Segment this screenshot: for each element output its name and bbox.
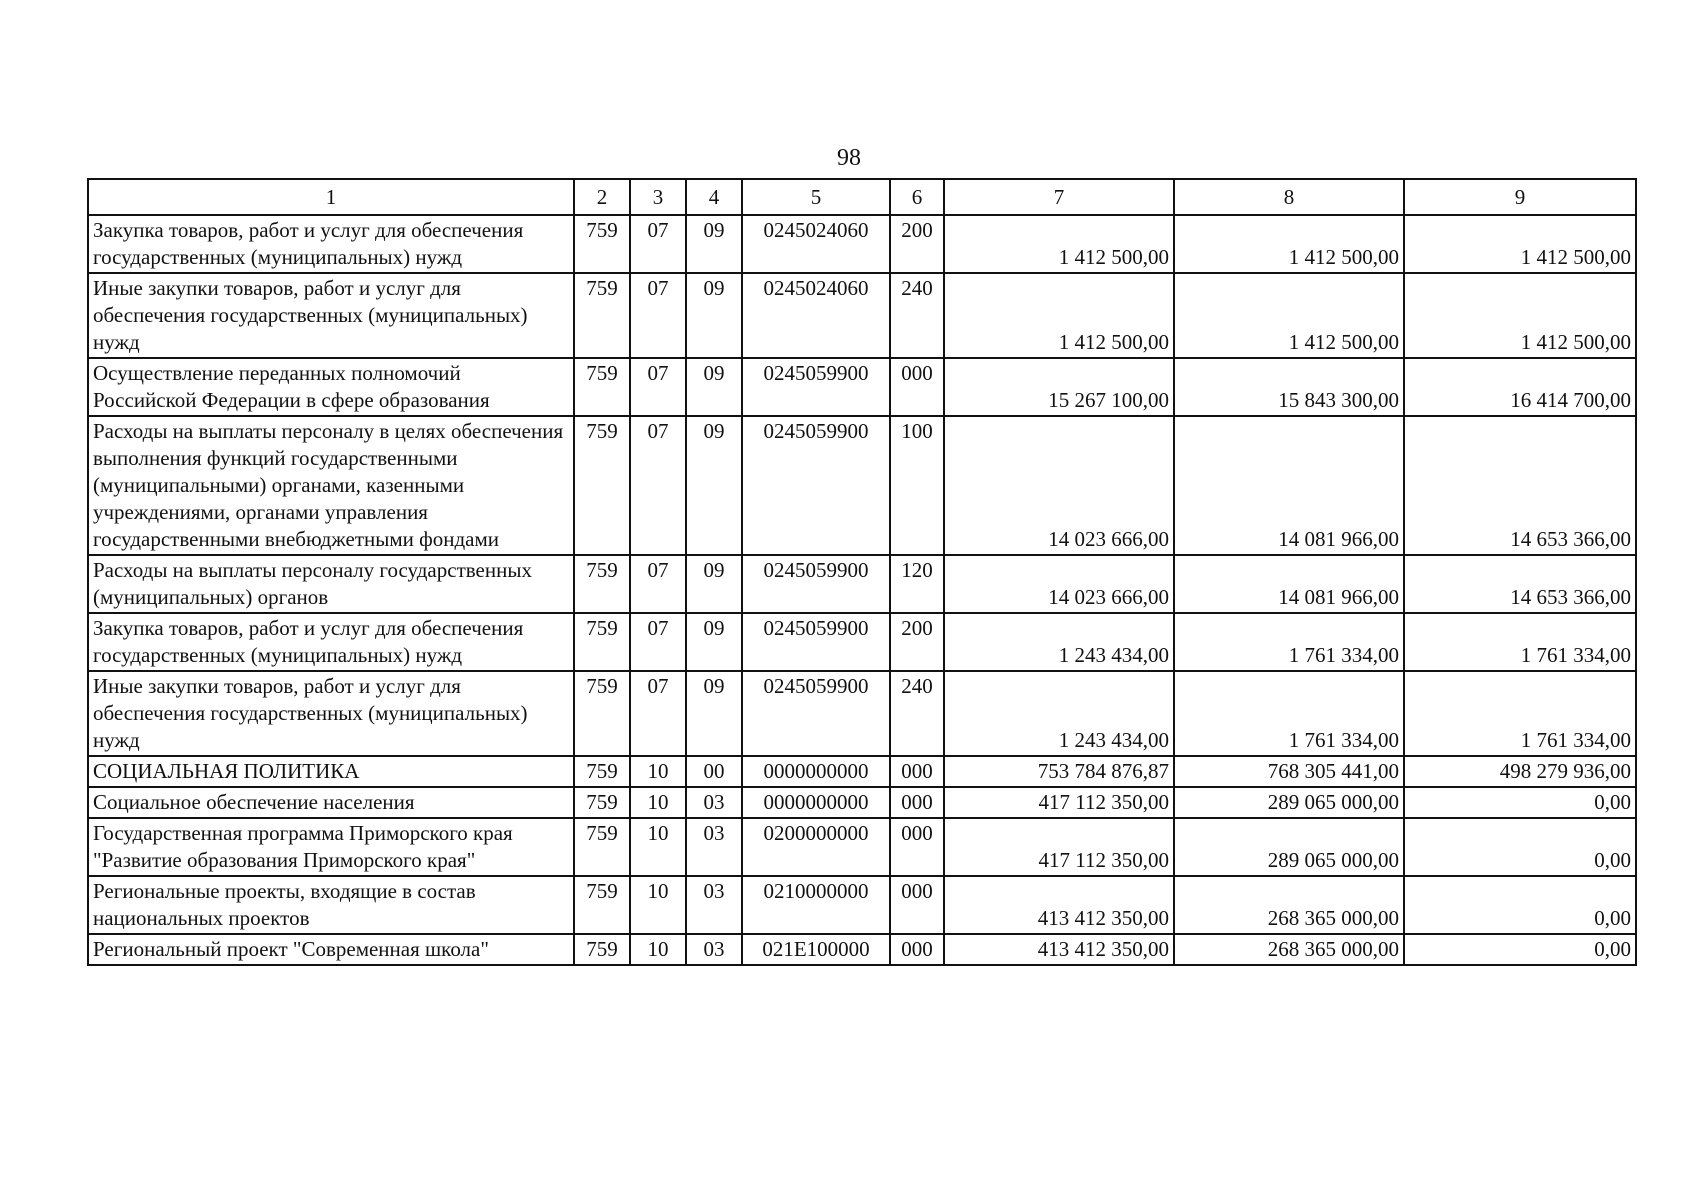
- amount-year-3-cell: 1 761 334,00: [1404, 671, 1636, 756]
- expense-type-cell: 000: [890, 876, 944, 934]
- expense-name-cell: Закупка товаров, работ и услуг для обеспечения государственных (муниципальных) нужд: [88, 613, 574, 671]
- expense-type-cell: 100: [890, 416, 944, 555]
- ministry-code-cell: 759: [574, 818, 630, 876]
- amount-year-2-cell: 14 081 966,00: [1174, 416, 1404, 555]
- table-row: [88, 215, 1636, 273]
- expense-name-cell: Расходы на выплаты персоналу в целях обеспечения выполнения функций государственными (муниципальными) органами, казенными учреждениями, органами управления государственными внебюджетными фондами: [88, 416, 574, 555]
- section-code-cell: 10: [630, 876, 686, 934]
- amount-year-2-cell: 768 305 441,00: [1174, 756, 1404, 787]
- table-row: [88, 273, 1636, 358]
- section-code-cell: 07: [630, 215, 686, 273]
- amount-year-2-cell: 1 761 334,00: [1174, 613, 1404, 671]
- subsection-code-cell: 03: [686, 934, 742, 965]
- target-article-cell: 0245059900: [742, 555, 890, 613]
- subsection-code-cell: 03: [686, 818, 742, 876]
- expense-type-cell: 000: [890, 934, 944, 965]
- expense-type-cell: 240: [890, 273, 944, 358]
- amount-year-3-cell: 14 653 366,00: [1404, 416, 1636, 555]
- amount-year-2-cell: 289 065 000,00: [1174, 787, 1404, 818]
- amount-year-2-cell: 268 365 000,00: [1174, 876, 1404, 934]
- ministry-code-cell: 759: [574, 416, 630, 555]
- target-article-cell: 0210000000: [742, 876, 890, 934]
- ministry-code-cell: 759: [574, 876, 630, 934]
- ministry-code-cell: 759: [574, 613, 630, 671]
- table-row: [88, 787, 1636, 818]
- subsection-code-cell: 00: [686, 756, 742, 787]
- table-row: [88, 555, 1636, 613]
- amount-year-1-cell: 417 112 350,00: [944, 787, 1174, 818]
- column-header: 9: [1404, 179, 1636, 215]
- section-code-cell: 07: [630, 416, 686, 555]
- amount-year-1-cell: 15 267 100,00: [944, 358, 1174, 416]
- subsection-code-cell: 03: [686, 876, 742, 934]
- amount-year-2-cell: 1 761 334,00: [1174, 671, 1404, 756]
- amount-year-1-cell: 1 243 434,00: [944, 613, 1174, 671]
- column-header: 5: [742, 179, 890, 215]
- subsection-code-cell: 09: [686, 671, 742, 756]
- amount-year-1-cell: 1 243 434,00: [944, 671, 1174, 756]
- header-row: [88, 179, 1636, 215]
- column-header: 6: [890, 179, 944, 215]
- amount-year-3-cell: 16 414 700,00: [1404, 358, 1636, 416]
- table-row: [88, 876, 1636, 934]
- table-row: [88, 416, 1636, 555]
- amount-year-1-cell: 413 412 350,00: [944, 934, 1174, 965]
- amount-year-3-cell: 0,00: [1404, 876, 1636, 934]
- target-article-cell: 021E100000: [742, 934, 890, 965]
- amount-year-3-cell: 1 412 500,00: [1404, 273, 1636, 358]
- column-header: 8: [1174, 179, 1404, 215]
- subsection-code-cell: 09: [686, 416, 742, 555]
- amount-year-1-cell: 14 023 666,00: [944, 416, 1174, 555]
- column-header: 2: [574, 179, 630, 215]
- page-number: 98: [837, 145, 861, 171]
- budget-table: [87, 178, 1637, 966]
- expense-name-cell: Закупка товаров, работ и услуг для обеспечения государственных (муниципальных) нужд: [88, 215, 574, 273]
- table-row: [88, 756, 1636, 787]
- section-code-cell: 10: [630, 787, 686, 818]
- subsection-code-cell: 09: [686, 613, 742, 671]
- column-header: 3: [630, 179, 686, 215]
- amount-year-3-cell: 0,00: [1404, 787, 1636, 818]
- amount-year-3-cell: 0,00: [1404, 818, 1636, 876]
- expense-name-cell: Государственная программа Приморского края "Развитие образования Приморского края": [88, 818, 574, 876]
- amount-year-1-cell: 14 023 666,00: [944, 555, 1174, 613]
- ministry-code-cell: 759: [574, 358, 630, 416]
- expense-name-cell: Социальное обеспечение населения: [88, 787, 574, 818]
- amount-year-1-cell: 1 412 500,00: [944, 273, 1174, 358]
- table-row: [88, 818, 1636, 876]
- subsection-code-cell: 09: [686, 215, 742, 273]
- section-code-cell: 10: [630, 934, 686, 965]
- amount-year-3-cell: 0,00: [1404, 934, 1636, 965]
- ministry-code-cell: 759: [574, 756, 630, 787]
- ministry-code-cell: 759: [574, 555, 630, 613]
- expense-type-cell: 000: [890, 358, 944, 416]
- ministry-code-cell: 759: [574, 215, 630, 273]
- expense-name-cell: Иные закупки товаров, работ и услуг для обеспечения государственных (муниципальных) нужд: [88, 273, 574, 358]
- expense-name-cell: Региональный проект "Современная школа": [88, 934, 574, 965]
- amount-year-3-cell: 1 412 500,00: [1404, 215, 1636, 273]
- ministry-code-cell: 759: [574, 671, 630, 756]
- subsection-code-cell: 03: [686, 787, 742, 818]
- amount-year-3-cell: 1 761 334,00: [1404, 613, 1636, 671]
- target-article-cell: 0245059900: [742, 416, 890, 555]
- target-article-cell: 0200000000: [742, 818, 890, 876]
- target-article-cell: 0245059900: [742, 671, 890, 756]
- ministry-code-cell: 759: [574, 934, 630, 965]
- target-article-cell: 0245024060: [742, 215, 890, 273]
- table-body: [88, 215, 1636, 965]
- section-code-cell: 07: [630, 671, 686, 756]
- amount-year-1-cell: 1 412 500,00: [944, 215, 1174, 273]
- target-article-cell: 0245024060: [742, 273, 890, 358]
- column-header: 7: [944, 179, 1174, 215]
- expense-name-cell: Региональные проекты, входящие в состав национальных проектов: [88, 876, 574, 934]
- amount-year-3-cell: 14 653 366,00: [1404, 555, 1636, 613]
- subsection-code-cell: 09: [686, 358, 742, 416]
- amount-year-2-cell: 1 412 500,00: [1174, 273, 1404, 358]
- table-row: [88, 934, 1636, 965]
- expense-type-cell: 000: [890, 787, 944, 818]
- subsection-code-cell: 09: [686, 273, 742, 358]
- section-code-cell: 07: [630, 555, 686, 613]
- expense-type-cell: 000: [890, 818, 944, 876]
- amount-year-2-cell: 268 365 000,00: [1174, 934, 1404, 965]
- table-row: [88, 358, 1636, 416]
- amount-year-2-cell: 1 412 500,00: [1174, 215, 1404, 273]
- column-header: 1: [88, 179, 574, 215]
- amount-year-1-cell: 417 112 350,00: [944, 818, 1174, 876]
- target-article-cell: 0000000000: [742, 756, 890, 787]
- section-code-cell: 10: [630, 756, 686, 787]
- amount-year-1-cell: 413 412 350,00: [944, 876, 1174, 934]
- ministry-code-cell: 759: [574, 273, 630, 358]
- expense-type-cell: 200: [890, 613, 944, 671]
- expense-type-cell: 120: [890, 555, 944, 613]
- expense-type-cell: 240: [890, 671, 944, 756]
- expense-name-cell: СОЦИАЛЬНАЯ ПОЛИТИКА: [88, 756, 574, 787]
- amount-year-2-cell: 289 065 000,00: [1174, 818, 1404, 876]
- subsection-code-cell: 09: [686, 555, 742, 613]
- section-code-cell: 07: [630, 358, 686, 416]
- section-code-cell: 10: [630, 818, 686, 876]
- ministry-code-cell: 759: [574, 787, 630, 818]
- target-article-cell: 0245059900: [742, 358, 890, 416]
- amount-year-2-cell: 15 843 300,00: [1174, 358, 1404, 416]
- expense-type-cell: 000: [890, 756, 944, 787]
- table-row: [88, 613, 1636, 671]
- expense-type-cell: 200: [890, 215, 944, 273]
- amount-year-1-cell: 753 784 876,87: [944, 756, 1174, 787]
- expense-name-cell: Осуществление переданных полномочий Российской Федерации в сфере образования: [88, 358, 574, 416]
- expense-name-cell: Расходы на выплаты персоналу государственных (муниципальных) органов: [88, 555, 574, 613]
- column-header: 4: [686, 179, 742, 215]
- target-article-cell: 0245059900: [742, 613, 890, 671]
- amount-year-3-cell: 498 279 936,00: [1404, 756, 1636, 787]
- table-row: [88, 671, 1636, 756]
- amount-year-2-cell: 14 081 966,00: [1174, 555, 1404, 613]
- target-article-cell: 0000000000: [742, 787, 890, 818]
- section-code-cell: 07: [630, 613, 686, 671]
- section-code-cell: 07: [630, 273, 686, 358]
- expense-name-cell: Иные закупки товаров, работ и услуг для обеспечения государственных (муниципальных) нужд: [88, 671, 574, 756]
